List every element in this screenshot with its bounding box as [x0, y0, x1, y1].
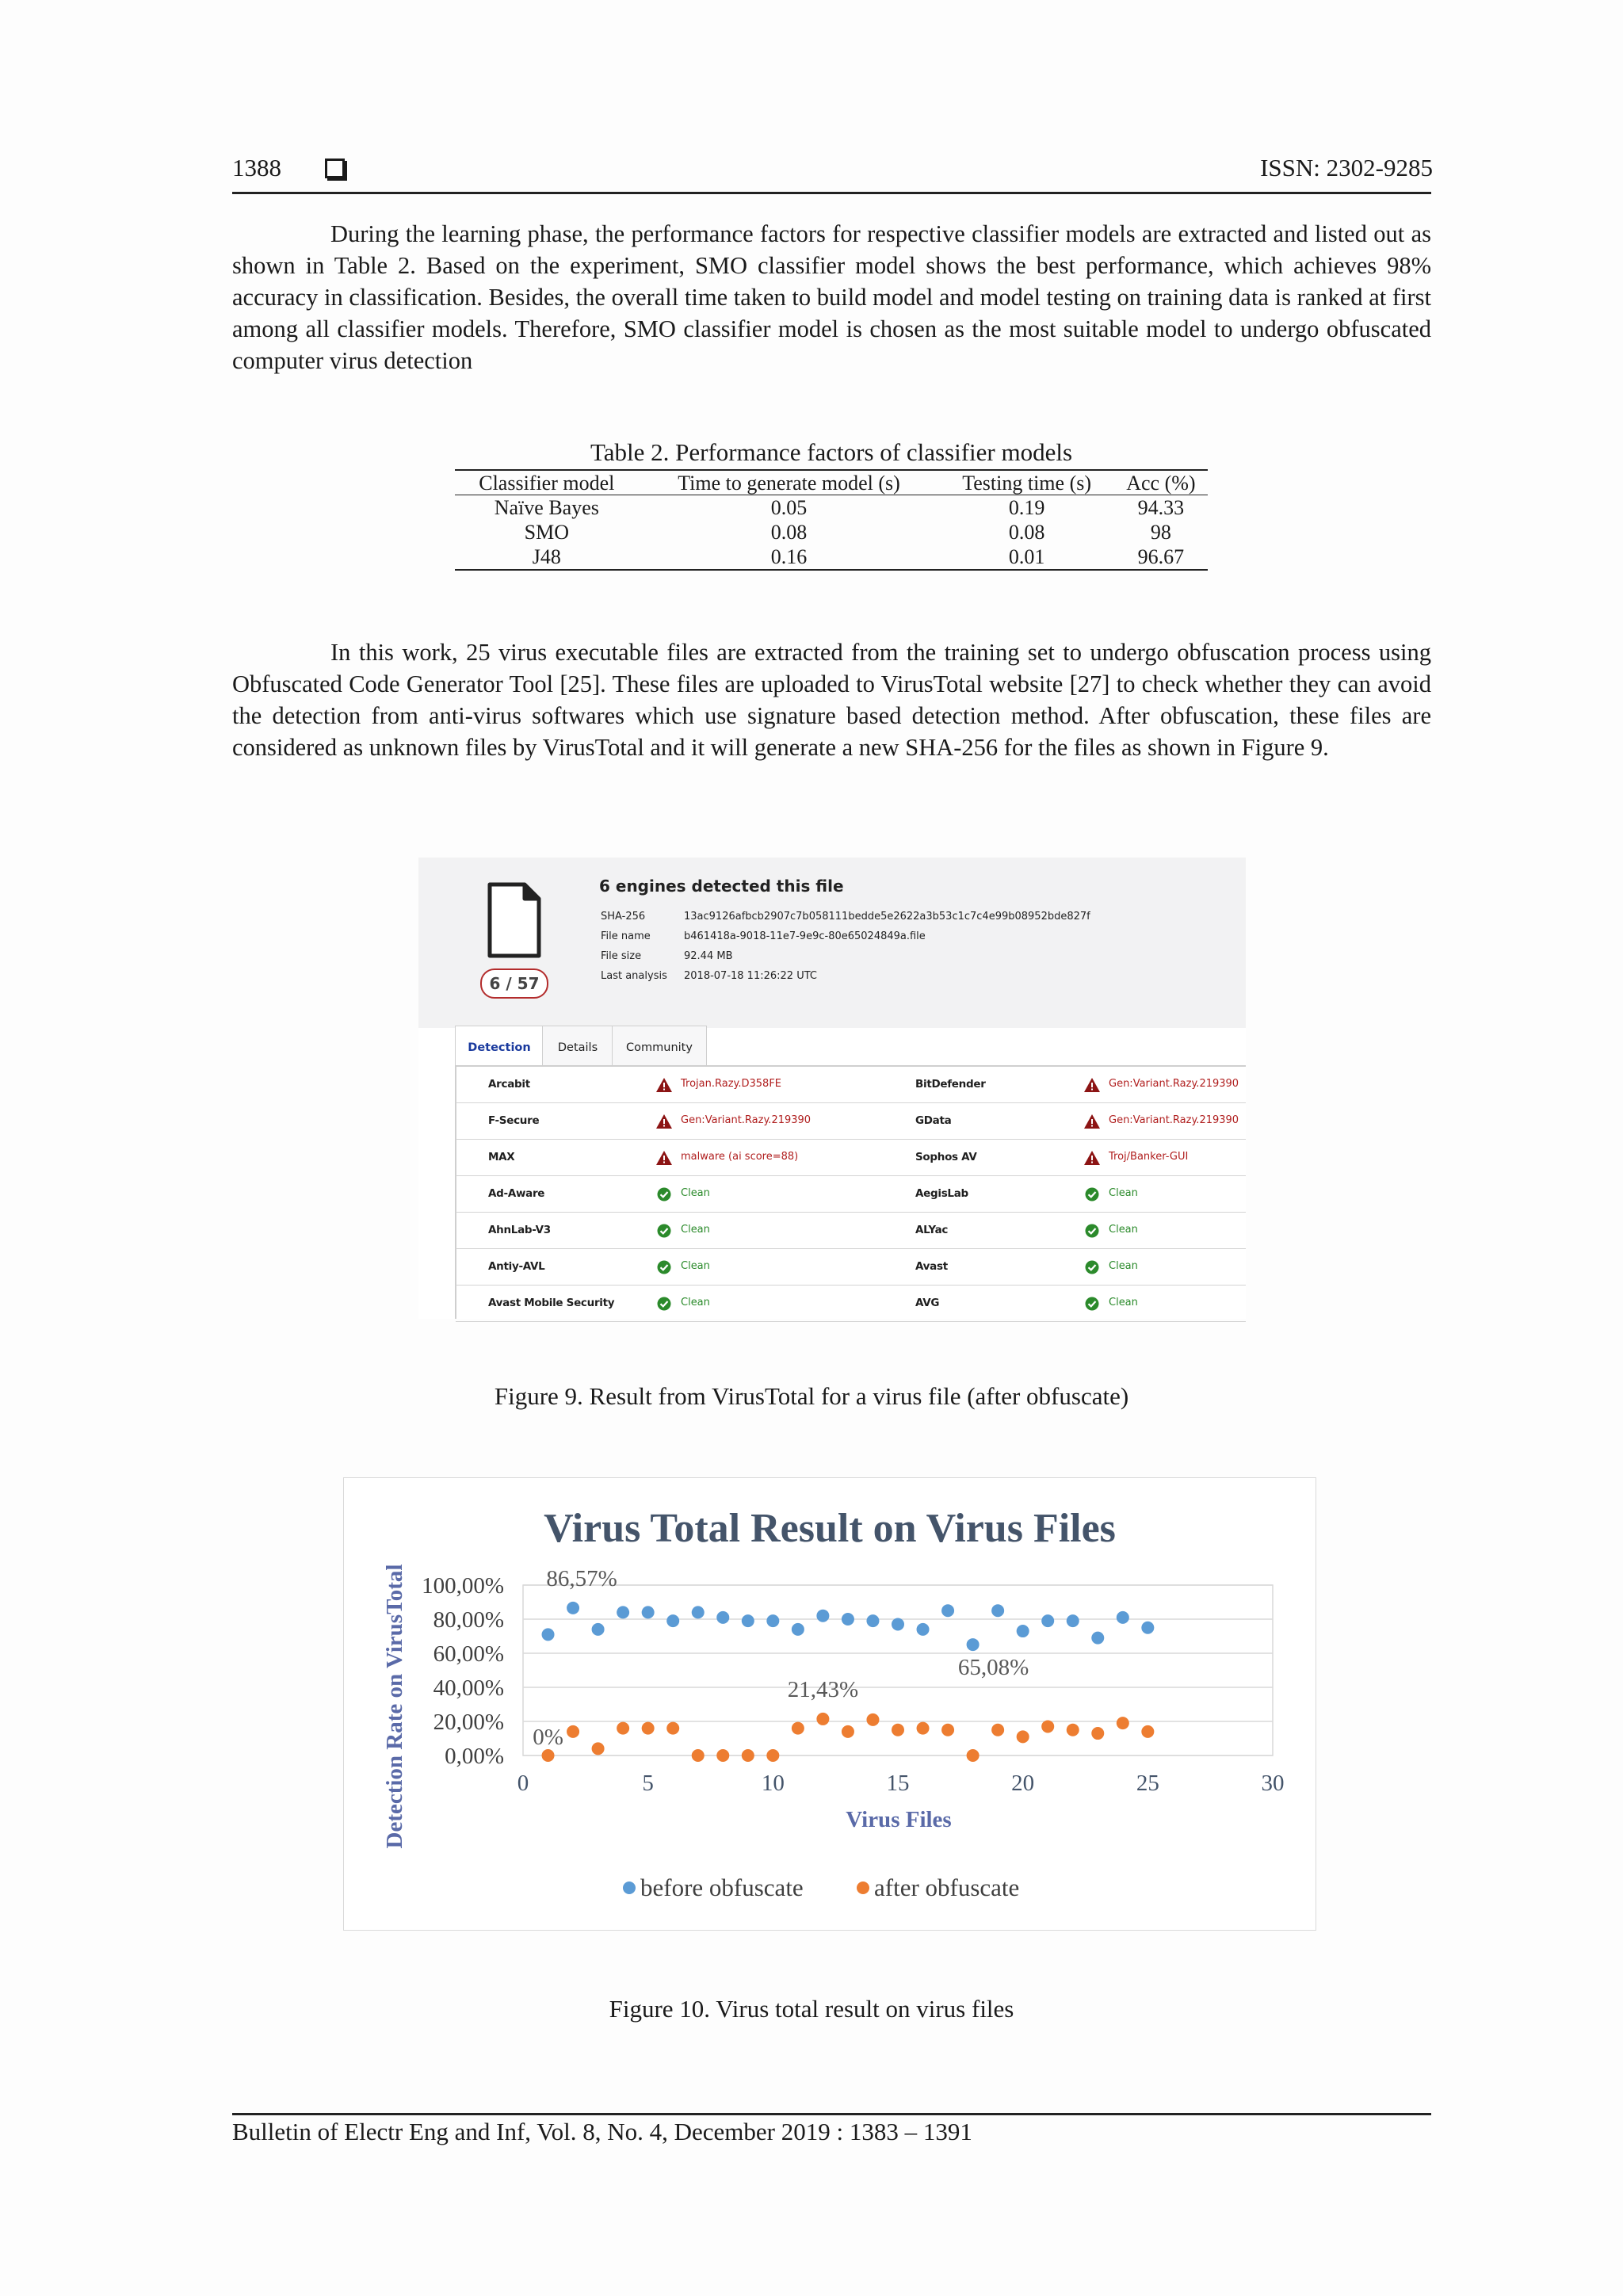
metadata-value: 2018-07-18 11:26:22 UTC	[684, 970, 817, 982]
table-cell: 0.08	[1008, 521, 1045, 544]
x-axis-label: Virus Files	[846, 1807, 952, 1832]
legend-marker	[623, 1881, 636, 1894]
detection-row	[456, 1139, 1246, 1176]
after-obfuscate-point	[742, 1749, 754, 1762]
chart-title: Virus Total Result on Virus Files	[544, 1506, 1116, 1551]
metadata-row	[601, 946, 1090, 966]
before-obfuscate-point	[692, 1606, 705, 1618]
after-obfuscate-point	[866, 1713, 879, 1726]
before-obfuscate-point	[792, 1623, 804, 1636]
before-obfuscate-point	[1067, 1614, 1079, 1627]
legend-label: after obfuscate	[874, 1874, 1020, 1901]
scan-result: Trojan.Razy.D358FE	[681, 1078, 782, 1090]
data-label: 0%	[533, 1725, 563, 1750]
after-obfuscate-point	[917, 1722, 930, 1735]
engine-name: Ad-Aware	[488, 1187, 545, 1200]
issn: ISSN: 2302-9285	[1260, 154, 1433, 181]
engine-name: Avast Mobile Security	[488, 1297, 615, 1309]
detection-row	[456, 1285, 1246, 1322]
scan-result: Gen:Variant.Razy.219390	[681, 1114, 812, 1126]
scan-result: Gen:Variant.Razy.219390	[1109, 1114, 1239, 1126]
y-axis-label: Detection Rate on VirusTotal	[382, 1564, 407, 1849]
table-cell: 0.05	[770, 496, 808, 519]
figure-9-caption: Figure 9. Result from VirusTotal for a virus file (after obfuscate)	[494, 1382, 1129, 1410]
data-label: 21,43%	[787, 1676, 859, 1702]
before-obfuscate-point	[1141, 1622, 1154, 1634]
file-metadata	[601, 907, 1090, 986]
scan-result: Clean	[1109, 1260, 1138, 1272]
after-obfuscate-point	[542, 1749, 555, 1762]
scan-result: Clean	[1109, 1297, 1138, 1308]
metadata-value: b461418a-9018-11e7-9e9c-80e65024849a.file	[684, 930, 926, 942]
warning-icon	[655, 1150, 673, 1166]
check-circle-icon	[655, 1259, 673, 1275]
before-obfuscate-point	[542, 1628, 555, 1641]
table-cell: 0.01	[939, 544, 1113, 570]
engine-name: Arcabit	[488, 1078, 530, 1091]
detection-row	[456, 1212, 1246, 1249]
scan-result: Clean	[681, 1297, 710, 1308]
metadata-value: 13ac9126afbcb2907c7b058111bedde5e2622a3b53c1c7c4e99b08952bde827f	[684, 911, 1090, 923]
check-circle-icon	[655, 1223, 673, 1239]
engine-name: AVG	[915, 1297, 940, 1309]
metadata-row	[601, 966, 1090, 986]
square-bullet-icon	[325, 159, 345, 178]
table-row	[455, 520, 1208, 544]
engine-name: AegisLab	[915, 1187, 968, 1200]
before-obfuscate-point	[967, 1638, 980, 1651]
before-obfuscate-point	[991, 1604, 1004, 1617]
paragraph-1: During the learning phase, the performance factors for respective classifier models are extracted and listed out as shown in Table 2. Based on the experiment, SMO classifier model shows the best performance, which achieves 98% accuracy in classification. Besides, the overall time taken to build model and model testing on training data is ranked at first among all classifier models. Therefore, SMO classifier model is chosen as the most suitable model to undergo obfuscated computer virus detection	[232, 220, 1431, 374]
x-tick-label: 15	[886, 1771, 910, 1796]
check-circle-icon	[655, 1296, 673, 1312]
y-tick-label: 100,00%	[422, 1573, 504, 1599]
before-obfuscate-point	[642, 1606, 655, 1618]
x-tick-label: 25	[1136, 1771, 1159, 1796]
page-number: 1388	[232, 154, 281, 181]
before-obfuscate-point	[666, 1614, 679, 1627]
before-obfuscate-point	[617, 1606, 629, 1618]
check-circle-icon	[1083, 1223, 1101, 1239]
legend-marker	[857, 1881, 869, 1894]
footer-rule	[232, 2113, 1431, 2115]
before-obfuscate-point	[592, 1623, 605, 1636]
warning-icon	[655, 1114, 673, 1129]
engine-name: Sophos AV	[915, 1151, 977, 1163]
after-obfuscate-point	[692, 1749, 705, 1762]
after-obfuscate-point	[1067, 1724, 1079, 1736]
scan-result: Clean	[681, 1260, 710, 1272]
after-obfuscate-point	[842, 1725, 854, 1738]
after-obfuscate-point	[766, 1749, 779, 1762]
paragraph-2: In this work, 25 virus executable files are extracted from the training set to undergo obfuscation process using Obfuscated Code Generator Tool [25]. These files are uploaded to VirusTotal website [27] to check whether they can avoid the detection from anti-virus softwares which use signature based detection method. After obfuscation, these files are considered as unknown files by VirusTotal and it will generate a new SHA-256 for the files as shown in Figure 9.	[232, 639, 1431, 761]
scan-result: Gen:Variant.Razy.219390	[1109, 1078, 1239, 1090]
table-2	[455, 469, 1208, 571]
scan-result: Clean	[681, 1187, 710, 1199]
footer-citation: Bulletin of Electr Eng and Inf, Vol. 8, No. 4, December 2019 : 1383 – 1391	[232, 2118, 972, 2145]
engine-name: GData	[915, 1114, 952, 1127]
after-obfuscate-point	[1091, 1727, 1104, 1740]
before-obfuscate-point	[742, 1614, 754, 1627]
x-tick-label: 30	[1261, 1771, 1285, 1796]
before-obfuscate-point	[892, 1618, 904, 1630]
metadata-key: SHA-256	[601, 911, 646, 923]
warning-icon	[655, 1077, 673, 1093]
engine-name: AhnLab-V3	[488, 1224, 551, 1236]
scan-result: Clean	[681, 1224, 710, 1236]
detection-row	[456, 1248, 1246, 1286]
y-tick-label: 0,00%	[445, 1744, 504, 1769]
table-row	[455, 544, 1208, 570]
y-tick-label: 80,00%	[433, 1607, 504, 1633]
scan-result: Troj/Banker-GUI	[1109, 1151, 1189, 1163]
engine-name: MAX	[488, 1151, 515, 1163]
warning-icon	[1083, 1114, 1101, 1129]
figure-10-caption: Figure 10. Virus total result on virus files	[609, 1995, 1014, 2023]
table-header-cell: Acc (%)	[1114, 470, 1208, 495]
check-circle-icon	[1083, 1186, 1101, 1202]
after-obfuscate-point	[567, 1725, 579, 1738]
table-cell: 0.16	[639, 544, 940, 570]
warning-icon	[1083, 1150, 1101, 1166]
before-obfuscate-point	[842, 1613, 854, 1626]
x-tick-label: 5	[642, 1771, 654, 1796]
virustotal-screenshot	[418, 858, 1246, 1319]
after-obfuscate-point	[892, 1724, 904, 1736]
before-obfuscate-point	[766, 1614, 779, 1627]
after-obfuscate-point	[1017, 1730, 1029, 1743]
detection-ratio-badge: 6 / 57	[480, 968, 548, 999]
table-cell: 0.19	[1008, 496, 1045, 519]
before-obfuscate-point	[567, 1602, 579, 1614]
after-obfuscate-point	[816, 1713, 829, 1725]
warning-icon	[1083, 1077, 1101, 1093]
after-obfuscate-point	[592, 1742, 605, 1755]
after-obfuscate-point	[941, 1724, 954, 1736]
table-cell: SMO	[524, 521, 569, 544]
tab-detection[interactable]: Detection	[455, 1026, 544, 1066]
metadata-key: File size	[601, 950, 642, 962]
detection-row	[456, 1175, 1246, 1213]
before-obfuscate-point	[1091, 1632, 1104, 1645]
engine-name: Avast	[915, 1260, 948, 1273]
y-tick-label: 40,00%	[433, 1675, 504, 1701]
detection-row	[456, 1102, 1246, 1140]
check-circle-icon	[1083, 1296, 1101, 1312]
scan-result: malware (ai score=88)	[681, 1151, 799, 1163]
after-obfuscate-point	[1117, 1717, 1129, 1729]
tab-details[interactable]: Details	[542, 1026, 613, 1066]
detection-row	[456, 1066, 1246, 1103]
engine-name: F-Secure	[488, 1114, 540, 1127]
before-obfuscate-point	[866, 1614, 879, 1627]
before-obfuscate-point	[941, 1604, 954, 1617]
scan-result: Clean	[1109, 1224, 1138, 1236]
engine-name: BitDefender	[915, 1078, 986, 1091]
x-tick-label: 20	[1011, 1771, 1035, 1796]
before-obfuscate-point	[1041, 1614, 1054, 1627]
chart-container	[343, 1477, 1316, 1931]
after-obfuscate-point	[991, 1724, 1004, 1736]
data-label: 86,57%	[546, 1565, 617, 1591]
table-2-caption: Table 2. Performance factors of classifier models	[590, 438, 1073, 466]
engine-name: ALYac	[915, 1224, 949, 1236]
metadata-key: File name	[601, 930, 651, 942]
metadata-key: Last analysis	[601, 970, 667, 982]
data-label: 65,08%	[957, 1655, 1029, 1681]
table-header-cell: Time to generate model (s)	[639, 470, 940, 495]
before-obfuscate-point	[716, 1611, 729, 1624]
table-cell: J48	[455, 544, 639, 570]
table-cell: 94.33	[1137, 496, 1185, 519]
scatter-chart	[344, 1478, 1316, 1930]
after-obfuscate-point	[617, 1722, 629, 1735]
table-cell: 98	[1150, 521, 1171, 544]
metadata-row	[601, 926, 1090, 946]
check-circle-icon	[1083, 1259, 1101, 1275]
before-obfuscate-point	[1117, 1611, 1129, 1624]
after-obfuscate-point	[642, 1722, 655, 1735]
check-circle-icon	[655, 1186, 673, 1202]
table-row	[455, 495, 1208, 521]
after-obfuscate-point	[666, 1722, 679, 1735]
file-icon	[487, 881, 542, 959]
after-obfuscate-point	[1141, 1725, 1154, 1738]
engine-name: Antiy-AVL	[488, 1260, 545, 1273]
legend-label: before obfuscate	[640, 1874, 804, 1901]
table-cell: 0.08	[770, 521, 808, 544]
scan-result: Clean	[1109, 1187, 1138, 1199]
after-obfuscate-point	[792, 1722, 804, 1735]
x-tick-label: 0	[517, 1771, 529, 1796]
metadata-row	[601, 907, 1090, 926]
y-tick-label: 60,00%	[433, 1641, 504, 1667]
before-obfuscate-point	[917, 1623, 930, 1636]
detection-title: 6 engines detected this file	[599, 877, 844, 896]
table-cell: Naïve Bayes	[494, 496, 599, 519]
before-obfuscate-point	[1017, 1625, 1029, 1637]
after-obfuscate-point	[967, 1749, 980, 1762]
metadata-value: 92.44 MB	[684, 950, 733, 962]
y-tick-label: 20,00%	[433, 1710, 504, 1735]
header-rule	[232, 192, 1431, 194]
table-header-cell: Testing time (s)	[939, 470, 1113, 495]
before-obfuscate-point	[816, 1610, 829, 1622]
tab-community[interactable]: Community	[612, 1026, 707, 1066]
after-obfuscate-point	[1041, 1720, 1054, 1733]
after-obfuscate-point	[716, 1749, 729, 1762]
table-cell: 96.67	[1114, 544, 1208, 570]
table-header-cell: Classifier model	[455, 470, 639, 495]
x-tick-label: 10	[761, 1771, 785, 1796]
